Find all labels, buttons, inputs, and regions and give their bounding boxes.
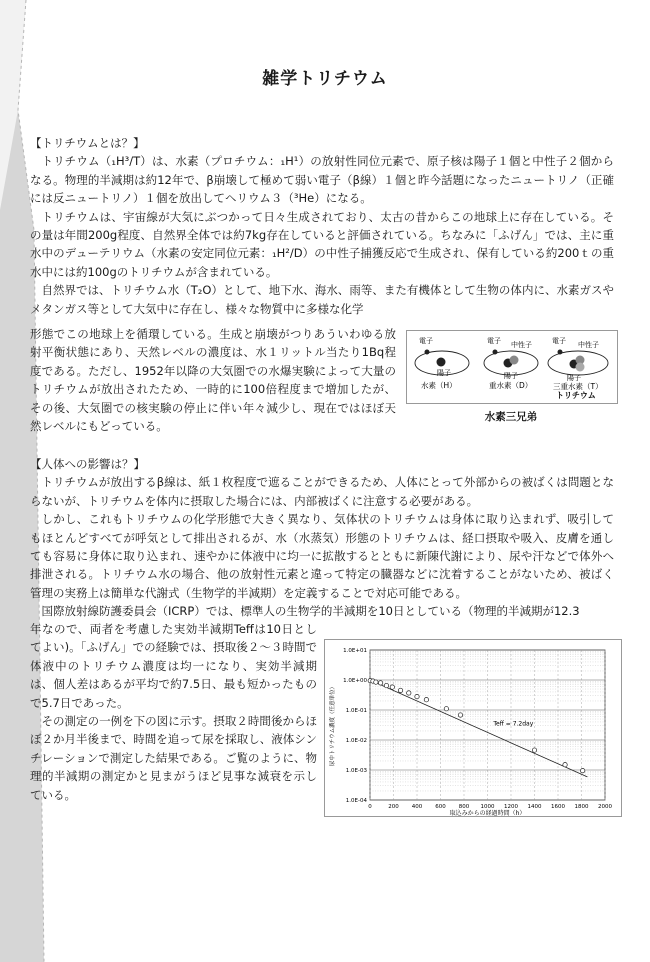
data-point (415, 694, 419, 698)
paragraph: 形態でこの地球上を循環している。生成と崩壊がつりあういわゆる放射平衡状態にあり、天然レベルの濃度は、水１リットル当たり1Bq程度である。ただし、1952年以降の大気圏での水爆実験によって大量のトリチウムが放出されたため、一時的に100倍程度まで増加したが、その後、大気圏での核実験の停止に伴い年々減少し、現在ではほぼ天然レベルにもどっている。 (30, 327, 396, 434)
neutron-label: 中性子 (578, 341, 599, 349)
electron-label: 電子 (487, 337, 501, 345)
chart-annotation: Teff = 7.2day (493, 720, 534, 728)
x-tick-label: 1000 (480, 804, 495, 810)
atom-hydrogen (415, 336, 469, 390)
data-point (398, 688, 402, 692)
x-tick-label: 400 (411, 804, 423, 810)
paragraph: 国際放射線防護委員会（ICRP）では、標準人の生物学的半減期を10日としている（物理的半減期が12.3 (41, 604, 580, 619)
x-tick-label: 200 (388, 804, 399, 810)
data-point (580, 768, 584, 772)
paragraph: トリチウム（₁H³/T）は、水素（プロチウム：₁H¹）の放射性同位元素で、原子核は陽子１個と中性子２個からなる。物理的半減期は約12年で、β崩壊して極めて弱い電子（β線）１個と昨今話題になったニュートリノ（正確には反ニュートリノ）１個を放出してヘリウム３（³He）になる。 (30, 154, 614, 206)
proton-label: 陽子 (567, 374, 581, 382)
y-tick-label: 1.0E-04 (345, 798, 367, 804)
atom-name: 三重水素（T） (553, 382, 603, 391)
x-tick-label: 1800 (574, 804, 589, 810)
section-what-is-tritium (30, 134, 614, 318)
tritium-decay-chart (324, 639, 622, 817)
paragraph: トリチウムは、宇宙線が大気にぶつかって日々生成されており、太古の昔からこの地球上に存在している。その量は年間200g程度、自然界全体では約7kg存在していると評価されている。ちなみに「ふげん」では、主に重水中のデューテリウム（水素の安定同位元素：₁H²/D）の中性子捕獲反応で生成され、保有している約200ｔの重水中には約100gのトリチウムが含まれている。 (30, 209, 614, 279)
x-tick-label: 0 (368, 804, 372, 810)
data-point (444, 707, 448, 711)
electron-icon (425, 350, 430, 355)
chart-svg (325, 640, 621, 816)
y-tick-label: 1.0E+01 (343, 648, 367, 654)
x-tick-label: 1200 (504, 804, 518, 810)
paragraph: 自然界では、トリチウム水（T₂O）として、地下水、海水、雨等、また有機体として生物の体内に、水素ガスやメタンガス等として大気中に存在し、様々な物質中に多様な化学 (30, 283, 614, 316)
y-axis-label: 尿中トリチウム濃度（任意単位） (330, 683, 336, 767)
section-heading: 【人体への影響は？】 (30, 457, 145, 471)
data-point (384, 683, 388, 687)
electron-label: 電子 (552, 337, 566, 345)
plot-area (370, 650, 605, 800)
data-point (458, 713, 462, 717)
data-point (407, 691, 411, 695)
atom-deuterium (484, 336, 538, 390)
electron-icon (558, 350, 563, 355)
paragraph: トリチウムが放出するβ線は、紙１枚程度で遮ることができるため、人体にとって外部からの被ばくは問題とならないが、トリチウムを体内に摂取した場合には、内部被ばくに注意する必要がある。 (30, 475, 614, 508)
paragraph: 年なので、両者を考慮した実効半減期Teffは10日としてよい)。「ふげん」での経験では、摂取後２～３時間で体液中のトリチウム濃度は均一になり、実効半減期は、個人差はあるが平均で約7.5日、最も短かったもので5.7日であった。 (30, 622, 317, 710)
neutron-icon (576, 363, 585, 372)
y-tick-label: 1.0E-03 (345, 768, 367, 774)
data-point (424, 698, 428, 702)
figure-caption: 水素三兄弟 (484, 411, 538, 423)
x-axis-label: 取込みからの経過時間（h） (449, 810, 526, 816)
y-tick-label: 1.0E-02 (345, 738, 367, 744)
section-effects-on-body-continued (30, 620, 317, 804)
y-tick-label: 1.0E-01 (345, 708, 367, 714)
data-point (374, 680, 378, 684)
atom-name: 重水素（D） (489, 381, 533, 390)
y-tick-label: 1.0E+00 (343, 678, 367, 684)
atom-tritium (548, 336, 608, 400)
neutron-label: 中性子 (511, 341, 532, 349)
x-tick-label: 800 (458, 804, 470, 810)
atom-name: 水素（H） (421, 381, 457, 390)
x-tick-label: 2000 (598, 804, 612, 810)
x-tick-label: 600 (435, 804, 446, 810)
proton-label: 陽子 (437, 369, 451, 377)
data-point (563, 763, 567, 767)
x-tick-label: 1400 (527, 804, 542, 810)
data-point (378, 681, 382, 685)
proton-icon (437, 358, 446, 367)
data-point (532, 748, 536, 752)
hydrogen-isotopes-figure (406, 330, 618, 404)
paragraph: しかし、これもトリチウムの化学形態で大きく異なり、気体状のトリチウムは身体に取り込まれず、吸引してもほとんどすべてが呼気として排出されるが、水（水蒸気）形態のトリチウムは、経口摂取や吸入、皮膚を通しても容易に身体に取り込まれ、速やかに体液中に均一に拡散するとともに新陳代謝により、尿や汗などで体外へ排泄される。トリチウム水の場合、他の放射性元素と違って特定の臓器などに沈着することがないため、被ばく管理の実務上は簡単な代謝式（生物学的半減期）を定義することで対応可能である。 (30, 512, 614, 600)
x-tick-label: 1600 (551, 804, 565, 810)
paragraph: その測定の一例を下の図に示す。摂取２時間後からほぼ２か月半後まで、時間を追って尿を採取し、液体シンチレーションで測定した結果である。ご覧のように、物理的半減期の測定かと見まがうほど見事な減衰を示している。 (30, 714, 317, 802)
section-heading: 【トリチウムとは？】 (30, 136, 145, 150)
section-effects-on-body (30, 455, 614, 621)
electron-label: 電子 (419, 337, 433, 345)
section-what-is-tritium-continued (30, 325, 396, 435)
electron-icon (493, 350, 498, 355)
atom-subname: トリチウム (556, 391, 596, 400)
page-title: 雑学トリチウム (262, 69, 388, 89)
neutron-icon (510, 356, 519, 365)
proton-label: 陽子 (504, 372, 518, 380)
data-point (390, 685, 394, 689)
